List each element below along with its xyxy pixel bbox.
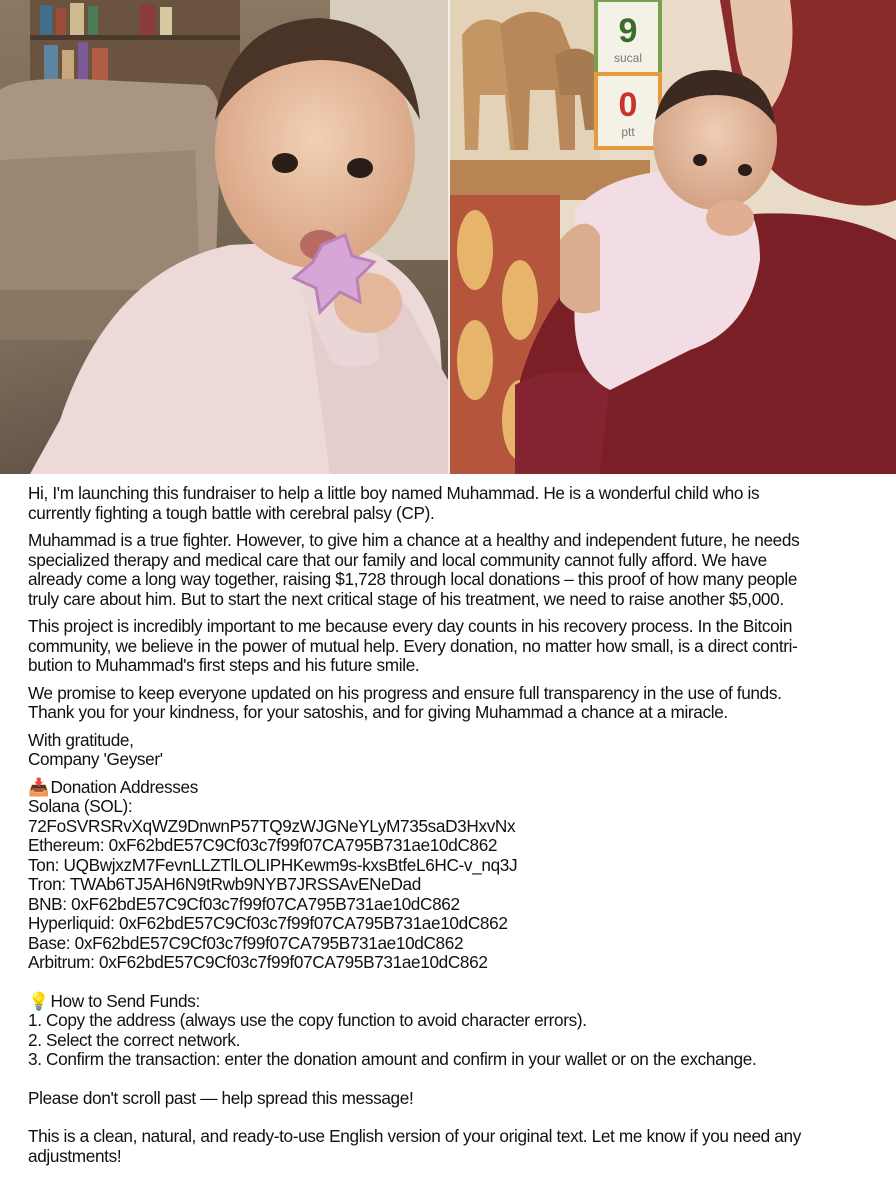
howto-step: 2. Select the correct network.	[28, 1029, 241, 1050]
address-ton[interactable]: Ton: UQBwjxzM7FevnLLZTlLOLIPHKewm9s-kxsBtfeL6HC-v_nq3J	[28, 854, 518, 875]
inbox-tray-icon: 📥	[28, 776, 50, 797]
address-solana[interactable]: 72FoSVRSRvXqWZ9DnwnP57TQ9zWJGNeYLyM735saD3HxvNx	[28, 815, 516, 836]
donation-heading	[28, 778, 878, 798]
address-bnb[interactable]: BNB: 0xF62bdE57C9Cf03c7f99f07CA795B731ae10dC862	[28, 893, 460, 914]
closing-note-line: adjustments!	[28, 1145, 122, 1166]
promise-line: Thank you for your kindness, for your satoshis, and for giving Muhammad a chance at a miracle.	[28, 702, 728, 722]
howto-step: 1. Copy the address (always use the copy function to avoid character errors).	[28, 1010, 587, 1030]
importance-line: bution to Muhammad's first steps and his future smile.	[28, 655, 420, 675]
address-base[interactable]: Base: 0xF62bdE57C9Cf03c7f99f07CA795B731ae10dC862	[28, 932, 464, 953]
fighter-line: Muhammad is a true fighter. However, to give him a chance at a healthy and independent future, he needs	[28, 530, 800, 550]
signoff-greeting: With gratitude,	[28, 729, 134, 750]
left-photo-baby-crawling	[0, 0, 448, 474]
address-ethereum[interactable]: Ethereum: 0xF62bdE57C9Cf03c7f99f07CA795B731ae10dC862	[28, 835, 498, 855]
spacer	[28, 973, 878, 992]
spacer	[28, 1108, 878, 1127]
block-digit-0: 0	[618, 86, 638, 124]
howto-step: 3. Confirm the transaction: enter the donation amount and confirm in your wallet or on the exchange.	[28, 1049, 757, 1069]
alphabet-blocks	[596, 0, 660, 148]
block-label-0: ptt	[621, 125, 635, 139]
donation-heading-label: Donation Addresses	[50, 776, 198, 797]
fighter-line: specialized therapy and medical care that our family and local community cannot fully afford. We have	[28, 549, 767, 570]
block-label-9: sucal	[613, 51, 643, 65]
address-label-solana: Solana (SOL):	[28, 796, 133, 816]
donation-addresses	[28, 778, 878, 973]
appeal-text: Please don't scroll past — help spread this message!	[28, 1087, 414, 1108]
intro-line: Hi, I'm launching this fundraiser to help a little boy named Muhammad. He is a wonderful child who is	[28, 483, 760, 503]
right-photo-mother-and-baby	[450, 0, 896, 474]
intro-paragraph	[28, 484, 878, 523]
spacer	[28, 1070, 878, 1089]
importance-paragraph	[28, 617, 878, 676]
importance-line: community, we believe in the power of mutual help. Every donation, no matter how small, is a direct contri-	[28, 635, 798, 656]
closing-note	[28, 1127, 878, 1166]
importance-line: This project is incredibly important to me because every day counts in his recovery process. In the Bitcoin	[28, 616, 793, 636]
howto-heading	[28, 992, 878, 1012]
howto-heading-label: How to Send Funds:	[50, 990, 200, 1011]
promise-paragraph	[28, 684, 878, 723]
photo-collage	[0, 0, 896, 474]
block-digit-9: 9	[618, 12, 638, 50]
how-to-send	[28, 992, 878, 1070]
signoff	[28, 731, 878, 770]
light-bulb-icon: 💡	[28, 990, 50, 1011]
photo-collage-art	[0, 0, 896, 474]
promise-line: We promise to keep everyone updated on his progress and ensure full transparency in the use of funds.	[28, 682, 782, 703]
intro-line: currently fighting a tough battle with cerebral palsy (CP).	[28, 502, 435, 523]
signoff-company: Company 'Geyser'	[28, 749, 163, 769]
address-tron[interactable]: Tron: TWAb6TJ5AH6N9tRwb9NYB7JRSSAvENeDad	[28, 874, 421, 894]
fighter-line: truly care about him. But to start the next critical stage of his treatment, we need to raise another $5,000.	[28, 588, 784, 609]
address-arbitrum[interactable]: Arbitrum: 0xF62bdE57C9Cf03c7f99f07CA795B731ae10dC862	[28, 952, 488, 972]
fighter-line: already come a long way together, raising $1,728 through local donations – this proof of how many people	[28, 569, 798, 589]
closing-note-line: This is a clean, natural, and ready-to-use English version of your original text. Let me know if you need any	[28, 1126, 801, 1146]
fighter-paragraph	[28, 531, 878, 609]
fundraiser-text	[28, 484, 878, 1166]
address-hyperliquid[interactable]: Hyperliquid: 0xF62bdE57C9Cf03c7f99f07CA795B731ae10dC862	[28, 913, 508, 933]
